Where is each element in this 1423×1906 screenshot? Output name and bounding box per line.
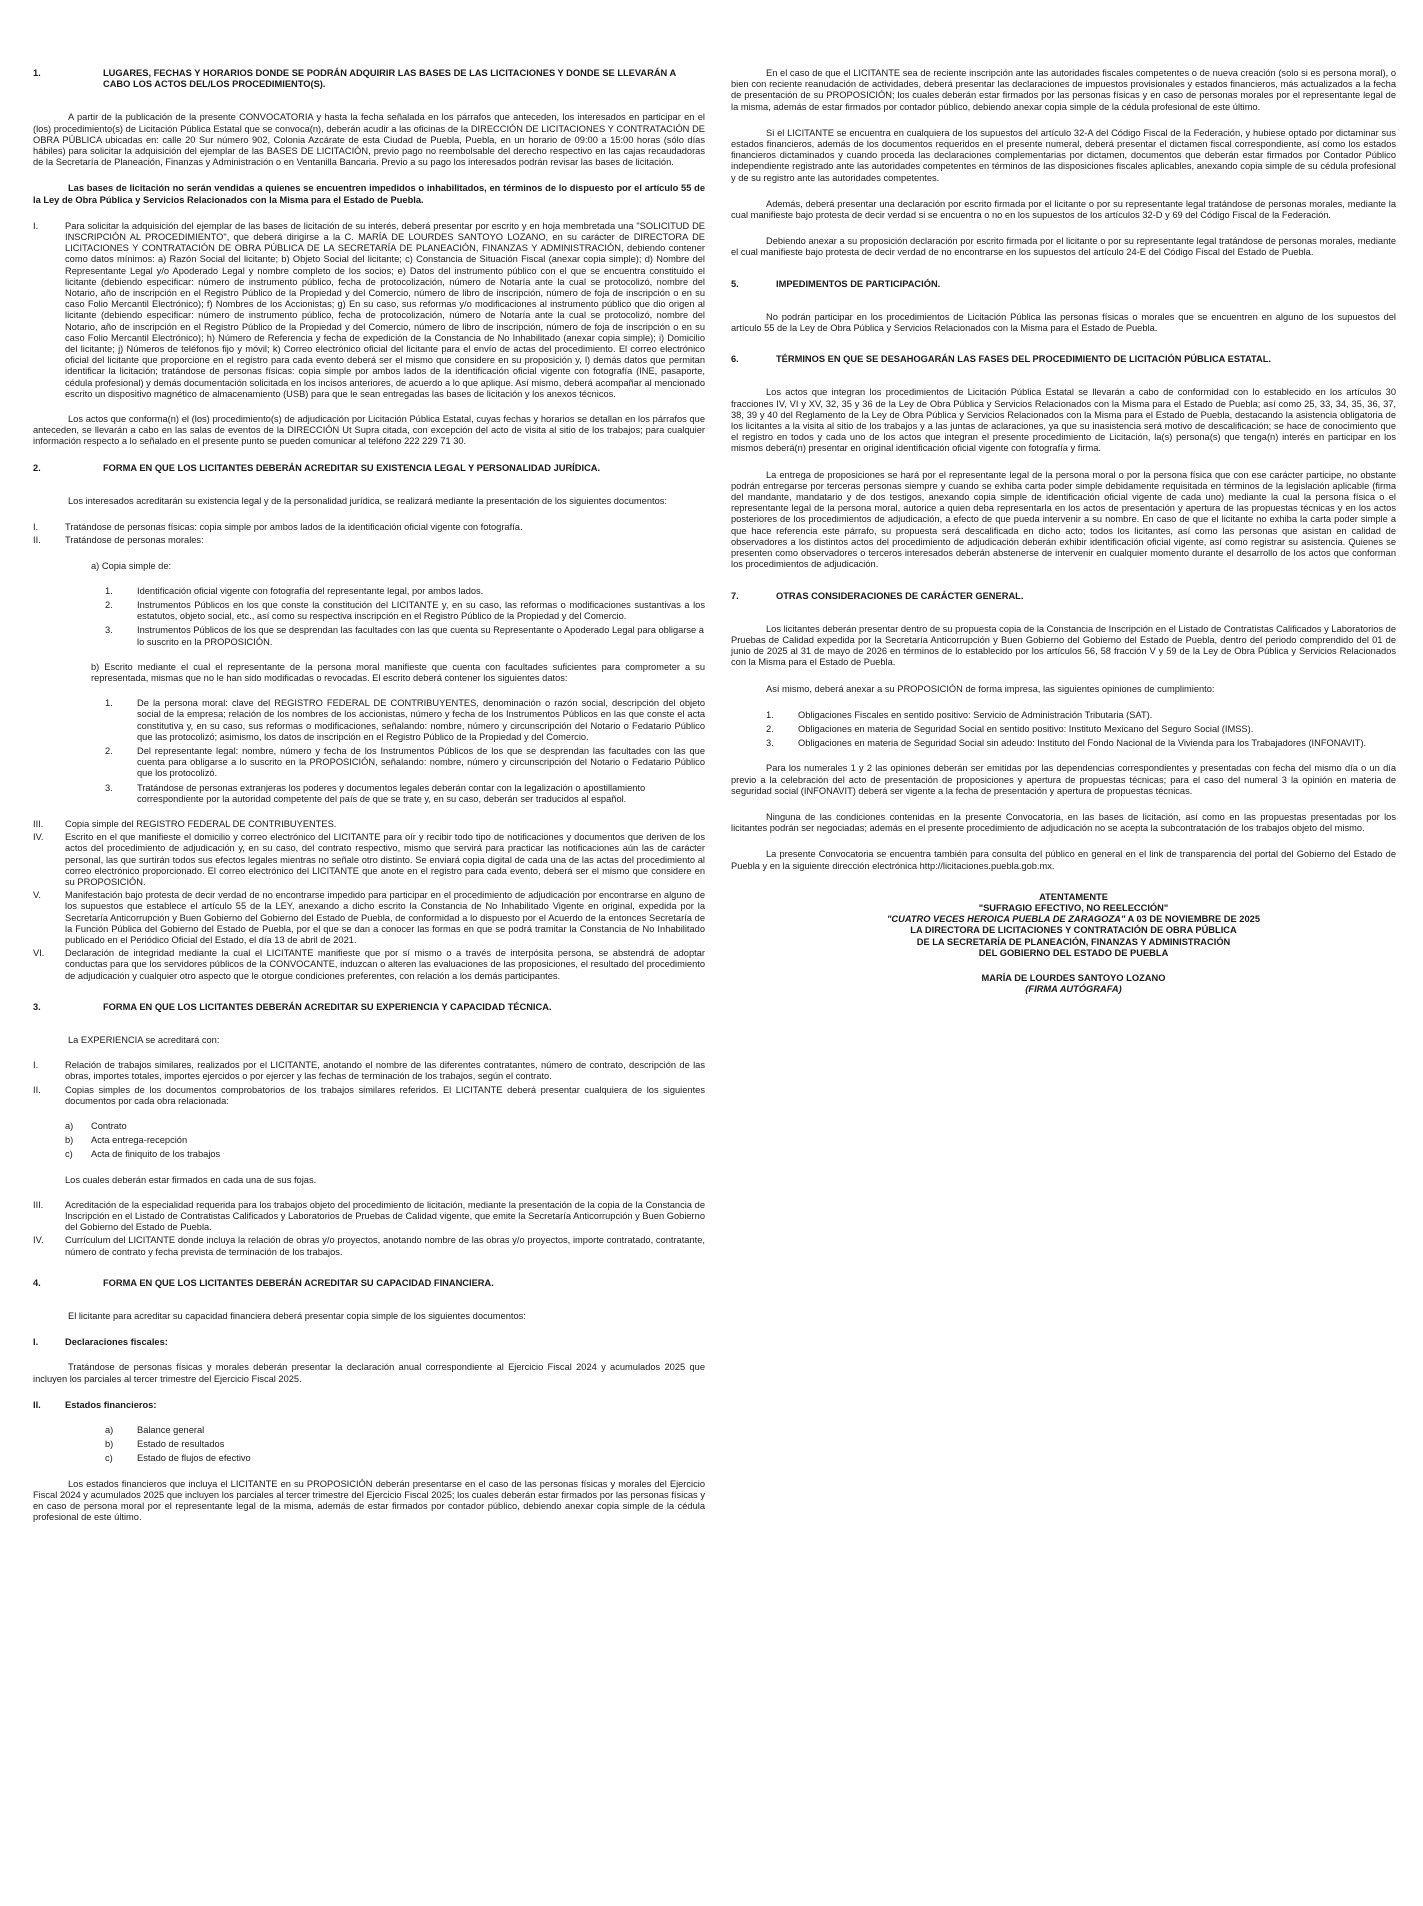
list-item bbox=[33, 535, 705, 546]
list-item bbox=[33, 890, 705, 946]
sub-text: Tratándose de personas extranjeras los poderes y documentos legales deberán contar con la legalización o apostillamiento correspondiente por la autoridad competente del país de que se trate y, en su caso, deberán ser traducidos al español. bbox=[137, 782, 646, 804]
paragraph: Además, deberá presentar una declaración por escrito firmada por el licitante o por su representante legal tratándose de personas morales, mediante la cual manifieste bajo protesta de decir verdad si se encuentra o no en los supuestos de los artículos 32-D y 69 del Código Fiscal de la Federación. bbox=[731, 198, 1396, 221]
section-number: 5. bbox=[731, 278, 739, 289]
paragraph: La entrega de proposiciones se hará por el representante legal de la persona moral o por la persona física que con ese carácter participe, no obstante podrán entregarse por terceras personas siempre y cuando se exhiba carta poder simple debidamente requisitada en términos de la legislación aplicable (firma del mandante, mandatario y de dos testigos, anexando copia simple de identificación oficial vigente de cada uno) mediante la cual la persona física o el representante legal de la persona moral, autorice a quien deba representarla en los actos de presentación y apertura de las propuestas técnicas y en los actos posteriores de los procedimientos de adjudicación, a efecto de que pueda intervenir a su nombre. En caso de que el licitante no exhiba la carta poder simple a que hace referencia este párrafo, su propuesta será descalificada en dicho acto; todos los licitantes, así como las personas que asistan en calidad de observadores a los distintos actos del procedimiento de adjudicación deberán exhibir identificación oficial vigente, así como registrar su asistencia. Quienes se presenten como observadores o terceros interesados deberán abstenerse de intervenir en cualquier momento durante el desarrollo de los actos que conforman los procedimientos de adjudicación. bbox=[731, 469, 1396, 570]
section-number: 1. bbox=[33, 68, 41, 78]
sub-text: Instrumentos Públicos en los que conste la constitución del LICITANTE y, en su caso, las reformas o modificaciones sustantivas a los estatutos, objeto social, etc., así como su respectiva inscripción en el Registro Público de la Propiedad y del Comercio. bbox=[137, 599, 705, 622]
section-2-heading bbox=[33, 463, 705, 474]
sub-number: 1. bbox=[766, 709, 774, 720]
sub-letter: a) bbox=[65, 1121, 74, 1132]
paragraph: Para los numerales 1 y 2 las opiniones deberán ser emitidas por las dependencias correspondientes y presentadas con fecha del mismo día o un día previo a la celebración del acto de presentación de proposiciones y apertura de propuestas técnicas; para el caso del numeral 3 la opinión en materia de seguridad social (INFONAVIT) deberá ser vigente a la fecha de presentación y apertura de propuestas técnicas. bbox=[731, 763, 1396, 796]
sub-text: Acta de finiquito de los trabajos bbox=[91, 1149, 221, 1160]
right-column bbox=[731, 68, 1396, 995]
sub-item bbox=[105, 1425, 705, 1436]
section-4-heading bbox=[33, 1278, 705, 1289]
section-number: 7. bbox=[731, 590, 739, 601]
list-item bbox=[33, 948, 705, 982]
signature-line: ATENTAMENTE bbox=[1039, 891, 1108, 902]
sub-item bbox=[65, 1149, 705, 1160]
item-roman: II. bbox=[33, 1399, 41, 1410]
signature-line: DEL GOBIERNO DEL ESTADO DE PUEBLA bbox=[978, 947, 1169, 958]
signature-block bbox=[731, 892, 1396, 996]
list-item bbox=[33, 522, 705, 533]
opinion-item bbox=[766, 710, 1396, 721]
sub-number: 2. bbox=[766, 723, 774, 734]
list-item bbox=[33, 1200, 705, 1234]
sub-number: 2. bbox=[105, 745, 113, 756]
sub-text: Balance general bbox=[137, 1425, 205, 1436]
sub-text: De la persona moral: clave del REGISTRO FEDERAL DE CONTRIBUYENTES, denominación o razón social, descripción del objeto social de la empresa; relación de los nombres de los accionistas, número y fecha de los Instrumentos Públicos en las que conste el acta constitutiva y, en su caso, sus reformas o modificaciones, señalando: nombre, número y circunscripción del Notario o Fedatario Público que las protocolizó; asimismo, los datos de inscripción en el Registro Público de la Propiedad y del Comercio. bbox=[137, 698, 705, 742]
paragraph: A partir de la publicación de la presente CONVOCATORIA y hasta la fecha señalada en los párrafos que anteceden, los interesados en participar en el (los) procedimiento(s) de Licitación Pública Estatal que se convoca(n), deberán acudir a las oficinas de la DIRECCIÓN DE LICITACIONES Y CONTRATACIÓN DE OBRA PÚBLICA ubicadas en: calle 20 Sur número 902, Colonia Azcárate de esta Ciudad de Puebla, Puebla, en un horario de 09:00 a 15:00 horas (sólo días hábiles) para solicitar la adquisición del ejemplar de las BASES DE LICITACIÓN, previo pago no reembolsable del derecho respectivo en las cajas recaudadoras de la Secretaría de Planeación, Finanzas y Administración o en Ventanilla Bancaria. Previo a su pago los interesados podrán revisar las bases de licitación. bbox=[33, 112, 705, 168]
sub-letter: a) bbox=[105, 1425, 114, 1436]
sub-text: Acta entrega-recepción bbox=[91, 1135, 188, 1146]
section-title: LUGARES, FECHAS Y HORARIOS DONDE SE PODRÁN ADQUIRIR LAS BASES DE LAS LICITACIONES Y DONDE SE LLEVARÁN A CABO LOS ACTOS DEL/LOS PROCEDIMIENTO(S). bbox=[103, 68, 676, 90]
list-item bbox=[33, 1085, 705, 1107]
signature-line: DE LA SECRETARÍA DE PLANEACIÓN, FINANZAS Y ADMINISTRACIÓN bbox=[916, 936, 1231, 947]
item-roman: IV. bbox=[33, 1235, 44, 1246]
sub-number: 3. bbox=[105, 782, 113, 793]
item-roman: I. bbox=[33, 220, 39, 231]
paragraph: Ninguna de las condiciones contenidas en la presente Convocatoria, en las bases de licitación, así como en las propuestas presentadas por los licitantes podrán ser negociadas; además en el presente procedimiento de adjudicación no se acepta la subcontratación de los trabajos objeto del mismo. bbox=[731, 811, 1396, 834]
item-text: Declaraciones fiscales: bbox=[65, 1337, 168, 1348]
section-title: OTRAS CONSIDERACIONES DE CARÁCTER GENERAL. bbox=[776, 590, 1024, 601]
sub-item bbox=[105, 746, 705, 780]
sub-heading: a) Copia simple de: bbox=[91, 560, 172, 571]
sub-number: 3. bbox=[766, 738, 774, 749]
signature-line: "SUFRAGIO EFECTIVO, NO REELECCIÓN" bbox=[978, 902, 1169, 913]
section-title: TÉRMINOS EN QUE SE DESAHOGARÁN LAS FASES DEL PROCEDIMIENTO DE LICITACIÓN PÚBLICA ESTATAL. bbox=[776, 354, 1272, 365]
paragraph: Así mismo, deberá anexar a su PROPOSICIÓN de forma impresa, las siguientes opiniones de cumplimiento: bbox=[766, 683, 1215, 694]
paragraph: Si el LICITANTE se encuentra en cualquiera de los supuestos del artículo 32-A del Código Fiscal de la Federación, y hubiese optado por dictaminar sus estados financieros, además de los documentos requeridos en el presente numeral, deberá presentar el dictamen fiscal correspondiente, así como los estados financieros dictaminados y cuando proceda las declaraciones complementarias por dictamen, documentos que deberán estar firmados por Contador Público independiente registrado ante las autoridades competentes en términos de las disposiciones fiscales aplicables, anexando copia simple de su cédula profesional y de su registro ante las autoridades competentes. bbox=[731, 127, 1396, 183]
list-item bbox=[33, 1400, 705, 1411]
section-number: 6. bbox=[731, 354, 739, 365]
paragraph: En el caso de que el LICITANTE sea de reciente inscripción ante las autoridades fiscales competentes o de nueva creación (solo si es persona moral), o bien con reciente reanudación de actividades, deberá presentar las declaraciones de impuestos provisionales y estados financieros, más actualizados a la fecha de presentación de su PROPOSICIÓN; los cuales deberán estar firmados por las personas físicas y en caso de personas morales por el representante legal de la misma, además de estar firmados por contador público, debiendo anexar copia simple de la cédula profesional de este último. bbox=[731, 68, 1396, 112]
item-roman: I. bbox=[33, 522, 39, 533]
paragraph: La presente Convocatoria se encuentra también para consulta del público en general en el link de transparencia del portal del Gobierno del Estado de Puebla y en la siguiente dirección electrónica http://licitaciones.puebla.gob.mx. bbox=[731, 849, 1396, 871]
opinion-item bbox=[766, 738, 1396, 749]
sub-letter: b) bbox=[65, 1135, 74, 1146]
sub-text: Del representante legal: nombre, número y fecha de los Instrumentos Públicos de los que se desprendan las facultades con las que cuenta para obligarse a lo suscrito en la PROPOSICIÓN, señalando: nombre, número y circunscripción del Notario o Fedatario Público que los protocolizó. bbox=[137, 745, 705, 779]
section-5-heading bbox=[731, 279, 1396, 290]
list-item bbox=[33, 832, 705, 888]
section-title: FORMA EN QUE LOS LICITANTES DEBERÁN ACREDITAR SU EXPERIENCIA Y CAPACIDAD TÉCNICA. bbox=[103, 1001, 552, 1012]
paragraph: Los licitantes deberán presentar dentro de su propuesta copia de la Constancia de Inscripción en el Listado de Contratistas Calificados y Laboratorios de Pruebas de Calidad expedida por la Secretaría Anticorrupción y Buen Gobierno del Gobierno del Estado de Puebla, dentro del periodo comprendido del 01 de junio de 2025 al 31 de mayo de 2026 en términos de lo establecido por los artículos 56, 58 fracción V y 59 de la Ley de Obra Pública y Servicios Relacionados con la Misma para el Estado de Puebla. bbox=[731, 623, 1396, 668]
section-3-heading bbox=[33, 1002, 705, 1013]
item-roman: VI. bbox=[33, 948, 45, 959]
item-roman: II. bbox=[33, 1084, 41, 1095]
sub-text: Obligaciones en materia de Seguridad Social en sentido positivo: Instituto Mexicano del Seguro Social (IMSS). bbox=[798, 723, 1254, 734]
list-item bbox=[33, 1337, 705, 1348]
item-roman: III. bbox=[33, 818, 44, 829]
signature-note: (FIRMA AUTÓGRAFA) bbox=[1025, 984, 1122, 995]
paragraph: Las bases de licitación no serán vendidas a quienes se encuentren impedidos o inhabilitados, en términos de lo dispuesto por el artículo 55 de la Ley de Obra Pública y Servicios Relacionados con la Misma para el Estado de Puebla. bbox=[33, 183, 705, 205]
paragraph: Los actos que conforma(n) el (los) procedimiento(s) de adjudicación por Licitación Pública Estatal, cuyas fechas y horarios se detallan en los párrafos que anteceden, se llevarán a cabo en las salas de eventos de la DIRECCIÓN Ut Supra citada, con excepción del acto de visita al sitio de los trabajos; para cualquier información respecto a lo señalado en el presente punto se pueden comunicar al teléfono 222 229 71 30. bbox=[33, 414, 705, 447]
sub-item bbox=[65, 1135, 705, 1146]
paragraph: Tratándose de personas físicas y morales deberán presentar la declaración anual correspondiente al Ejercicio Fiscal 2024 y acumulados 2025 que incluyen los parciales al tercer trimestre del Ejercicio Fiscal 2025. bbox=[33, 1362, 705, 1384]
sub-item bbox=[105, 1453, 705, 1464]
item-roman: I. bbox=[33, 1060, 39, 1071]
section-7-heading bbox=[731, 591, 1396, 602]
date: A 03 DE NOVIEMBRE DE 2025 bbox=[1125, 914, 1260, 925]
item-text: Copias simples de los documentos comprobatorios de los trabajos similares referidos. El LICITANTE deberá presentar cualquiera de los siguientes documentos por cada obra relacionada: bbox=[65, 1084, 705, 1106]
sub-text: Obligaciones en materia de Seguridad Social sin adeudo: Instituto del Fondo Nacional de la Vivienda para los Trabajadores (INFONAVIT). bbox=[798, 738, 1367, 749]
sub-number: 2. bbox=[105, 599, 113, 610]
sub-heading: b) Escrito mediante el cual el representante de la persona moral manifieste que cuenta con facultades suficientes para comprometer a su representada, mismas que no le han sido modificadas o revocadas. El escrito deberá contener los siguientes datos: bbox=[91, 661, 705, 683]
sub-text: Identificación oficial vigente con fotografía del representante legal, por ambos lados. bbox=[137, 585, 484, 596]
sub-letter: b) bbox=[105, 1439, 114, 1450]
signature-line bbox=[751, 914, 1396, 925]
list-item bbox=[33, 1235, 705, 1257]
sub-number: 1. bbox=[105, 698, 113, 709]
item-text: Para solicitar la adquisición del ejemplar de las bases de licitación de su interés, deberá presentar por escrito y en hoja membretada una "SOLICITUD DE INSCRIPCIÓN AL PROCEDIMIENTO", que deberá dirigirse a la C. MARÍA DE LOURDES SANTOYO LOZANO, en su carácter de DIRECTORA DE LICITACIONES Y CONTRATACIÓN DE OBRA PÚBLICA DE LA SECRETARÍA DE PLANEACIÓN, FINANZAS Y ADMINISTRACIÓN, debiendo contener como datos mínimos: a) Razón Social del licitante; b) Objeto Social del licitante; c) Constancia de Situación Fiscal (anexar copia simple); d) Nombre del Representante Legal y/o Apoderado Legal y nombre completo de los socios; e) Datos del instrumento público con el que se encuentra constituido el licitante (debiendo especificar: número de instrumento público, fecha de protocolización, número de Notaría ante la cual se protocolizó, nombre del Notario, año de inscripción en el Registro Público de la Propiedad y del Comercio, número de libro de inscripción, número de foja de inscripción o en su caso Folio Mercantil Electrónico); f) Nombres de los Accionistas; g) En su caso, sus reformas y/o modificaciones al instrumento público que dio origen al licitante (debiendo especificar: número de instrumento público, fecha de protocolización, número de Notaría ante la cual se protocolizó, nombre del Notario, año de inscripción en el Registro Público de la Propiedad y del Comercio, número de libro de inscripción, número de foja de inscripción o en su caso Folio Mercantil Electrónico); h) Número de Referencia y fecha de expedición de la Constancia de No Inhabilitado (anexar copia simple); i) Domicilio del licitante; j) Números de teléfonos fijo y móvil; k) Correo electrónico oficial del licitante para el envío de actas del procedimiento. El correo electrónico oficial del licitante que proporcione en el registro para cada evento deberá ser el mismo que considere en su proposición y, l) demás datos que permitan identificar la licitación; tratándose de personas físicas: copia simple por ambos lados de la identificación oficial vigente con fotografía (INE, pasaporte, cédula profesional) y demás documentación solicitada en los incisos anteriores, de acuerdo a lo que aplique. Así mismo, deberá acompañar al mencionado escrito un dispositivo magnético de almacenamiento (USB) para que le sean entregadas las bases de licitación y los anexos técnicos. bbox=[65, 220, 705, 399]
section-1-heading bbox=[33, 68, 705, 90]
item-roman: I. bbox=[33, 1337, 39, 1348]
item-roman: IV. bbox=[33, 832, 44, 843]
sub-item bbox=[105, 1439, 705, 1450]
item-roman: V. bbox=[33, 890, 41, 901]
sub-item bbox=[105, 783, 705, 805]
section-6-heading bbox=[731, 354, 1396, 365]
sub-item bbox=[105, 698, 705, 743]
item-text: Estados financieros: bbox=[65, 1399, 157, 1410]
sub-item bbox=[105, 586, 705, 597]
paragraph: Debiendo anexar a su proposición declaración por escrito firmada por el licitante o por su representante legal tratándose de personas morales, mediante el cual manifieste bajo protesta de decir verdad de no encontrarse en los supuestos del artículo 24-E del Código Fiscal del Estado de Puebla. bbox=[731, 236, 1396, 258]
sub-text: Contrato bbox=[91, 1121, 127, 1132]
item-roman: III. bbox=[33, 1199, 44, 1210]
paragraph: Los interesados acreditarán su existencia legal y de la personalidad jurídica, se realizará mediante la presentación de los siguientes documentos: bbox=[68, 495, 667, 506]
item-text: Declaración de integridad mediante la cual el LICITANTE manifieste que por sí mismo o a través de interpósita persona, se abstendrá de adoptar conductas para que los servidores públicos de la CONVOCANTE, induzcan o alteren las evaluaciones de las proposiciones, el resultado del procedimiento de adjudicación y cualquier otro aspecto que le otorgue condiciones preferentes, con relación a los demás participantes. bbox=[65, 948, 705, 981]
sub-letter: c) bbox=[105, 1453, 113, 1464]
sub-number: 3. bbox=[105, 625, 113, 636]
list-item bbox=[33, 221, 705, 400]
sub-letter: c) bbox=[65, 1149, 73, 1160]
sub-item bbox=[105, 625, 705, 647]
paragraph: Los actos que integran los procedimientos de Licitación Pública Estatal se llevarán a cabo de conformidad con lo establecido en los artículos 30 fracciones IV, VI y XV, 32, 35 y 36 de la Ley de Obra Pública y Servicios Relacionados con la Misma para el Estado de Puebla; así como 25, 33, 34, 35, 36, 37, 38, 39 y 40 del Reglamento de la Ley de Obra Pública y Servicios Relacionados con la Misma para el Estado de Puebla, destacando la asistencia obligatoria de los licitantes a la visita al sitio de los trabajos y a las juntas de aclaraciones, ya que su inasistencia será motivo de descalificación; se hace de conocimiento que el registro en todos y cada uno de los actos que integran el presente procedimiento de Licitación, la(s) persona(s) que tenga(n) interés en participar en los mismos deberá(n) presentar en original identificación oficial vigente con fotografía y firma. bbox=[731, 387, 1396, 454]
item-text: Tratándose de personas morales: bbox=[65, 535, 204, 546]
paragraph: El licitante para acreditar su capacidad financiera deberá presentar copia simple de los siguientes documentos: bbox=[68, 1311, 526, 1322]
section-title: IMPEDIMENTOS DE PARTICIPACIÓN. bbox=[776, 278, 941, 289]
sub-text: Estado de resultados bbox=[137, 1439, 225, 1450]
item-text: Tratándose de personas físicas: copia simple por ambos lados de la identificación oficial vigente con fotografía. bbox=[65, 522, 523, 533]
sub-text: Instrumentos Públicos de los que se desprendan las facultades con las que cuenta su Representante o Apoderado Legal para obligarse a lo suscrito en la PROPOSICIÓN. bbox=[137, 625, 704, 647]
signer-name: MARÍA DE LOURDES SANTOYO LOZANO bbox=[981, 972, 1166, 983]
section-title: FORMA EN QUE LOS LICITANTES DEBERÁN ACREDITAR SU CAPACIDAD FINANCIERA. bbox=[103, 1277, 494, 1288]
sub-item bbox=[105, 600, 705, 622]
motto: "CUATRO VECES HEROICA PUEBLA DE ZARAGOZA" bbox=[886, 914, 1126, 925]
paragraph: La EXPERIENCIA se acreditará con: bbox=[68, 1035, 220, 1045]
list-item bbox=[33, 1060, 705, 1082]
section-title: FORMA EN QUE LOS LICITANTES DEBERÁN ACREDITAR SU EXISTENCIA LEGAL Y PERSONALIDAD JURÍDICA. bbox=[103, 462, 601, 473]
list-item bbox=[33, 819, 705, 830]
paragraph: Los cuales deberán estar firmados en cada una de sus fojas. bbox=[65, 1174, 317, 1185]
sub-text: Obligaciones Fiscales en sentido positivo: Servicio de Administración Tributaria (SAT). bbox=[798, 709, 1153, 720]
item-text: Copia simple del REGISTRO FEDERAL DE CONTRIBUYENTES. bbox=[65, 818, 337, 829]
item-text: Manifestación bajo protesta de decir verdad de no encontrarse impedido para participar en el procedimiento de adjudicación por encontrarse en alguno de los supuestos que establece el artículo 55 de la LEY, anexando a dicho escrito la Constancia de No Inhabilitado Vigente en original, expedida por la Secretaría Anticorrupción y Buen Gobierno del Gobierno del Estado de Puebla, de conformidad a lo dispuesto por el Acuerdo de la entonces Secretaría de la Función Pública del Gobierno del Estado de Puebla, por el que se dan a conocer las formas en que se podrá tramitar la Constancia de No Inhabilitado publicado en el Periódico Oficial del Estado, el día 13 de abril de 2021. bbox=[65, 890, 705, 945]
sub-text: Estado de flujos de efectivo bbox=[137, 1453, 251, 1464]
section-number: 3. bbox=[33, 1001, 41, 1012]
item-text: Escrito en el que manifieste el domicilio y correo electrónico del LICITANTE para oír y recibir todo tipo de notificaciones y documentos que deriven de los actos del procedimiento de adjudicación y, en su caso, del contrato respectivo, mismo que servirá para practicar las notificaciones aún las de carácter personal, las que surtirán todos sus efectos legales mientras no señale otro distinto. Se enviará copia digital de cada una de las actas del procedimiento al correo electrónico proporcionado. El correo electrónico del LICITANTE que anote en el registro para cada evento, deberá ser el mismo que considere en su PROPOSICIÓN. bbox=[65, 832, 705, 887]
section-number: 4. bbox=[33, 1277, 41, 1288]
sub-item bbox=[65, 1121, 705, 1132]
section-number: 2. bbox=[33, 462, 41, 473]
paragraph: Los estados financieros que incluya el LICITANTE en su PROPOSICIÓN deberán presentarse en el caso de las personas físicas y morales del Ejercicio Fiscal 2024 y acumulados 2025 que incluyen los parciales al tercer trimestre del Ejercicio Fiscal 2025; los cuales deberán estar firmados por las personas físicas y en caso de persona moral por el representante legal de la misma, además de estar firmados por contador público, debiendo anexar copia simple de la cédula profesional de este último. bbox=[33, 1478, 705, 1523]
opinion-item bbox=[766, 724, 1396, 735]
sub-number: 1. bbox=[105, 585, 113, 596]
item-text: Acreditación de la especialidad requerida para los trabajos objeto del procedimiento de licitación, mediante la presentación de la copia de la Constancia de Inscripción en el Listado de Contratistas Calificados y Laboratorios de Pruebas de Calidad vigente, que emite la Secretaría Anticorrupción y Buen Gobierno del Gobierno del Estado de Puebla. bbox=[65, 1199, 705, 1233]
left-column bbox=[33, 68, 705, 1538]
paragraph: No podrán participar en los procedimientos de Licitación Pública las personas físicas o morales que se encuentren en alguno de los supuestos del artículo 55 de la Ley de Obra Pública y Servicios Relacionados con la Misma para el Estado de Puebla. bbox=[731, 311, 1396, 334]
item-text: Relación de trabajos similares, realizados por el LICITANTE, anotando el nombre de las diferentes contratantes, número de contrato, descripción de las obras, importes totales, importes ejercidos o por ejercer y las fechas de terminación de los trabajos, según el contrato. bbox=[65, 1060, 705, 1082]
signature-line: LA DIRECTORA DE LICITACIONES Y CONTRATACIÓN DE OBRA PÚBLICA bbox=[910, 925, 1237, 936]
item-roman: II. bbox=[33, 535, 41, 546]
item-text: Currículum del LICITANTE donde incluya la relación de obras y/o proyectos, anotando nombre de las obras y/o proyectos, importe contratado, contratante, número de contrato y fecha prevista de terminación de los trabajos. bbox=[65, 1235, 705, 1257]
